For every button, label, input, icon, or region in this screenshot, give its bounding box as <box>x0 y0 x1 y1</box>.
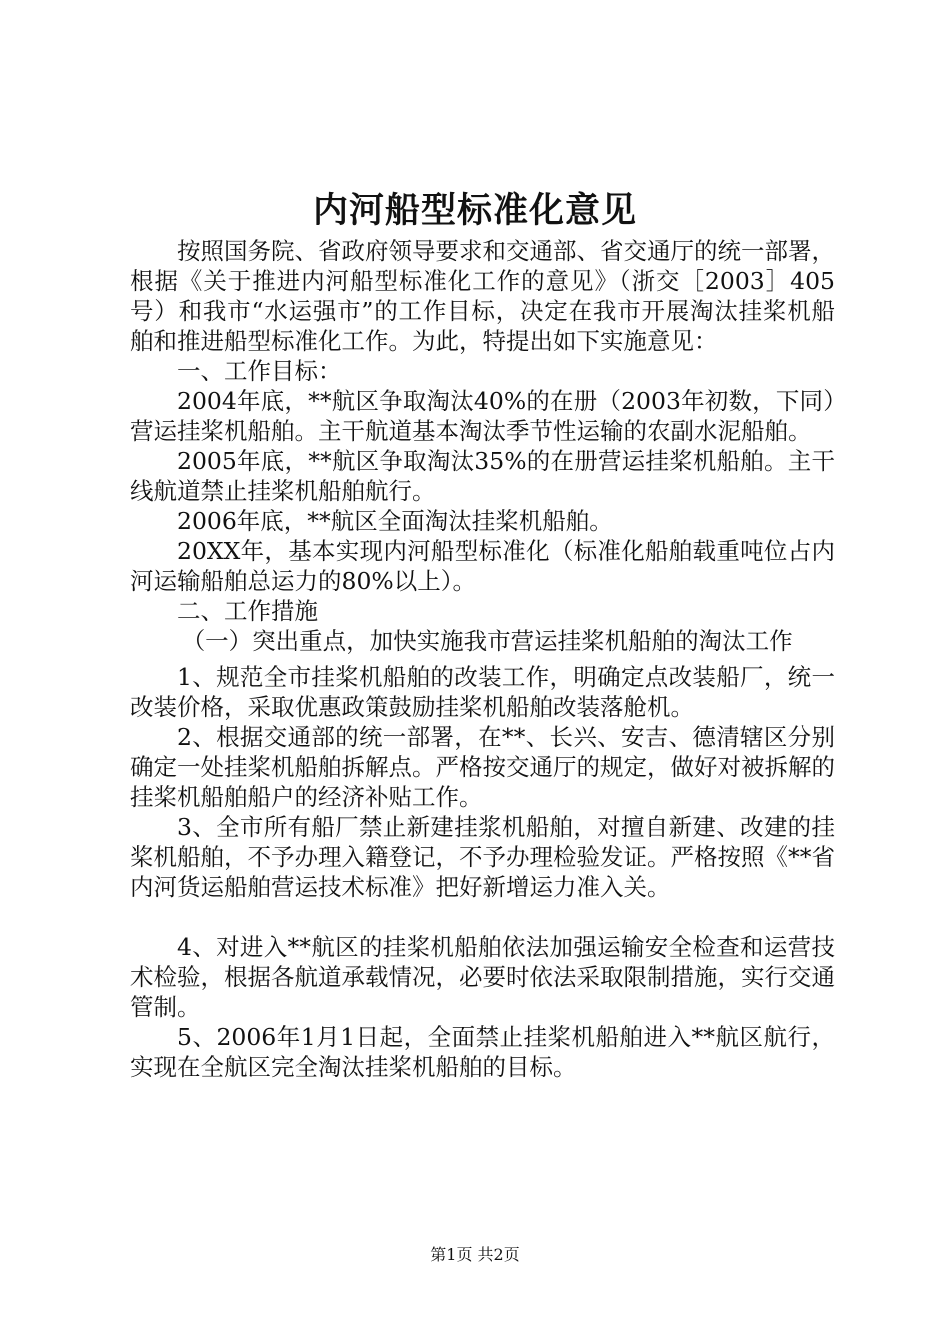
paragraph-intro: 按照国务院、省政府领导要求和交通部、省交通厅的统一部署，根据《关于推进内河船型标准化工作的意见》（浙交［2003］405号）和我市“水运强市”的工作目标，决定在我市开展淘汰挂桨机船舶和推进船型标准化工作。为此，特提出如下实施意见： <box>130 237 835 355</box>
paragraph-measure-item-2: 2、根据交通部的统一部署，在**、长兴、安吉、德清辖区分别确定一处挂桨机船舶拆解点。严格按交通厅的规定，做好对被拆解的挂桨机船舶船户的经济补贴工作。 <box>130 723 835 811</box>
subheading-measure-1: （一）突出重点，加快实施我市营运挂桨机船舶的淘汰工作 <box>181 627 793 655</box>
paragraph-goal-20xx: 20XX年，基本实现内河船型标准化（标准化船舶载重吨位占内河运输船舶总运力的80%以上）。 <box>130 537 835 595</box>
paragraph-goal-2005: 2005年底，**航区争取淘汰35%的在册营运挂桨机船舶。主干线航道禁止挂桨机船舶航行。 <box>130 447 835 505</box>
heading-work-goals: 一、工作目标： <box>177 357 342 385</box>
paragraph-goal-2004: 2004年底，**航区争取淘汰40%的在册（2003年初数，下同）营运挂桨机船舶。主干航道基本淘汰季节性运输的农副水泥船舶。 <box>130 387 835 445</box>
document-title: 内河船型标准化意见 <box>312 190 637 231</box>
paragraph-measure-item-5: 5、2006年1月1日起，全面禁止挂桨机船舶进入**航区航行，实现在全航区完全淘汰挂桨机船舶的目标。 <box>130 1023 835 1081</box>
paragraph-measure-item-3: 3、全市所有船厂禁止新建挂浆机船舶，对擅自新建、改建的挂桨机船舶，不予办理入籍登记，不予办理检验发证。严格按照《**省内河货运船舶营运技术标准》把好新增运力准入关。 <box>130 813 835 901</box>
paragraph-measure-item-1: 1、规范全市挂桨机船舶的改装工作，明确定点改装船厂，统一改装价格，采取优惠政策鼓励挂桨机船舶改装落舱机。 <box>130 663 835 721</box>
paragraph-goal-2006: 2006年底，**航区全面淘汰挂桨机船舶。 <box>177 507 613 535</box>
paragraph-measure-item-4: 4、对进入**航区的挂桨机船舶依法加强运输安全检查和运营技术检验，根据各航道承载情况，必要时依法采取限制措施，实行交通管制。 <box>130 933 835 1021</box>
document-body <box>130 236 835 1082</box>
heading-work-measures: 二、工作措施 <box>177 597 318 625</box>
page-footer: 第1页 共2页 <box>430 1245 520 1264</box>
